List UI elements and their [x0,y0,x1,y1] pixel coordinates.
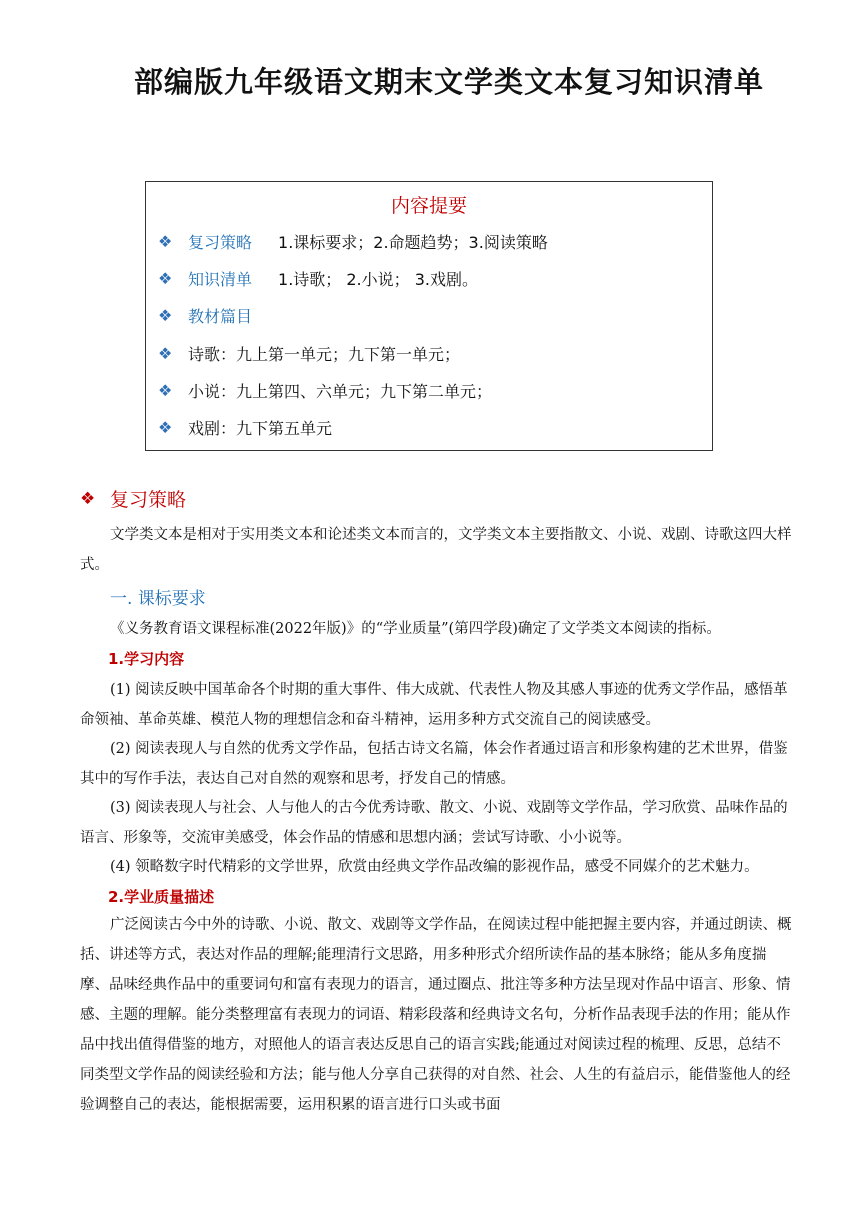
diamond-bullet-icon: ❖ [80,488,96,509]
summary-row-textbook [158,304,252,327]
diamond-bullet-icon: ❖ [158,269,173,288]
summary-heading: 内容提要 [390,195,467,217]
summary-row-text: 1.课标要求；2.命题趋势；3.阅读策略 [278,233,548,252]
summary-row-label: 知识清单 [188,270,253,289]
section-heading-text: 复习策略 [110,489,187,511]
summary-row-drama [158,416,332,439]
diamond-bullet-icon: ❖ [158,306,173,325]
content-item: (4) 领略数字时代精彩的文学世界，欣赏由经典文学作品改编的影视作品，感受不同媒介的艺术魅力。 [110,859,759,875]
summary-row-novel [158,379,492,402]
quality-paragraph: 广泛阅读古今中外的诗歌、小说、散文、戏剧等文学作品，在阅读过程中能把握主要内容，并通过朗读、概括、讲述等方式，表达对作品的理解;能理清行文思路，用多种形式介绍所读作品的基本脉络；能从多角度揣摩、品味经典作品中的重要词句和富有表现力的语言，通过圈点、批注等多种方法呈现对作品中语言、形象、情感、主题的理解。能分类整理富有表现力的词语、精彩段落和经典诗文名句，分析作品表现手法的作用；能从作品中找出值得借鉴的地方，对照他人的语言表达反思自己的语言实践;能通过对阅读过程的梳理、反思，总结不同类型文学作品的阅读经验和方法；能与他人分享自己获得的对自然、社会、人生的有益启示，能借鉴他人的经验调整自己的表达，能根据需要，运用积累的语言进行口头或书面 [80,917,792,1113]
subsection-heading: 一. 课标要求 [110,589,206,609]
summary-box [145,181,713,451]
summary-row-label: 教材篇目 [188,307,253,326]
summary-row-text: 诗歌：九上第一单元；九下第一单元； [188,345,461,364]
content-item: (2) 阅读表现人与自然的优秀文学作品，包括古诗文名篇，体会作者通过语言和形象构建的艺术世界，借鉴其中的写作手法，表达自己对自然的观察和思考，抒发自己的情感。 [80,741,788,787]
summary-row-knowledge-list [158,267,478,290]
page-title: 部编版九年级语文期末文学类文本复习知识清单 [133,65,764,99]
section-heading [80,485,186,512]
summary-row-review-strategy [158,230,548,253]
diamond-bullet-icon: ❖ [158,232,173,251]
diamond-bullet-icon: ❖ [158,344,173,363]
diamond-bullet-icon: ❖ [158,418,173,437]
content-item: (3) 阅读表现人与社会、人与他人的古今优秀诗歌、散文、小说、戏剧等文学作品，学习欣赏、品味作品的语言、形象等，交流审美感受，体会作品的情感和思想内涵；尝试写诗歌、小小说等。 [80,800,788,846]
content-item: (1) 阅读反映中国革命各个时期的重大事件、伟大成就、代表性人物及其感人事迹的优秀文学作品，感悟革命领袖、革命英雄、模范人物的理想信念和奋斗精神，运用多种方式交流自己的阅读感受。 [80,682,788,728]
summary-row-text: 戏剧：九下第五单元 [188,419,333,438]
quality-heading: 2.学业质量描述 [108,888,215,906]
standard-paragraph: 《义务教育语文课程标准(2022年版)》的“学业质量”(第四学段)确定了文学类文本阅读的指标。 [110,621,721,637]
summary-row-poetry [158,342,460,365]
content-heading: 1.学习内容 [108,650,185,668]
summary-row-text: 小说：九上第四、六单元；九下第二单元； [188,382,493,401]
diamond-bullet-icon: ❖ [158,381,173,400]
summary-row-text: 1.诗歌； 2.小说； 3.戏剧。 [278,270,478,289]
summary-row-label: 复习策略 [188,233,253,252]
intro-paragraph: 文学类文本是相对于实用类文本和论述类文本而言的，文学类文本主要指散文、小说、戏剧、诗歌这四大样式。 [80,527,792,573]
